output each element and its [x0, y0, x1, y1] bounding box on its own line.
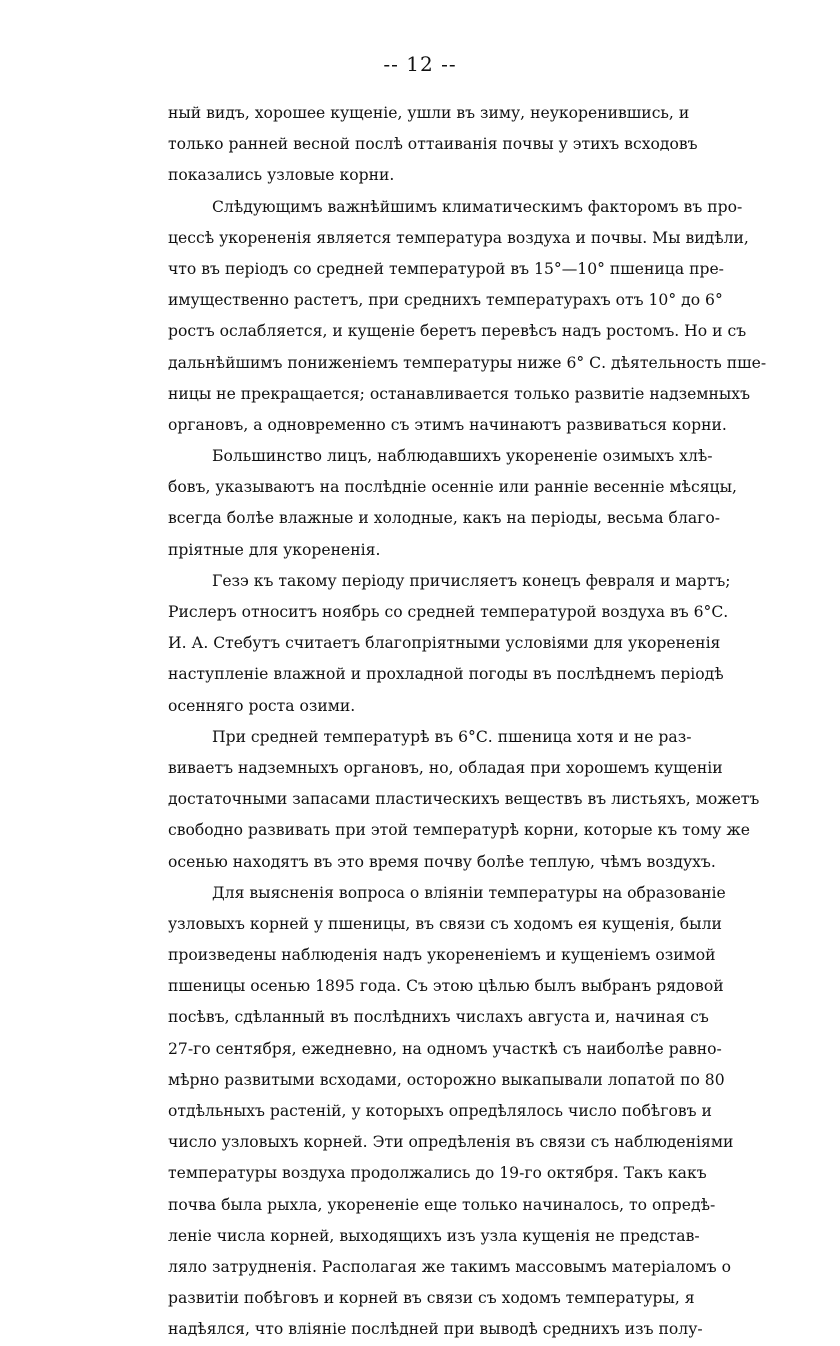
text-line: имущественно растетъ, при среднихъ температурахъ отъ 10° до 6° [168, 291, 723, 310]
text-line: отдѣльныхъ растеній, у которыхъ опредѣлялось число побѣговъ и [168, 1102, 712, 1120]
text-line: Слѣдующимъ важнѣйшимъ климатическимъ факторомъ въ про- [212, 197, 743, 216]
text-line: ляло затрудненія. Располагая же такимъ массовымъ матеріаломъ о [168, 1257, 732, 1276]
text-line: мѣрно развитыми всходами, осторожно выкапывали лопатой по 80 [168, 1070, 725, 1089]
text-line: цессѣ укорененія является температура воздуха и почвы. Мы видѣли, [168, 228, 749, 247]
paragraph [168, 878, 734, 1346]
text-line: пшеницы осенью 1895 года. Съ этою цѣлью былъ выбранъ рядовой [168, 977, 724, 996]
paragraph [168, 192, 767, 442]
text-line: дальнѣйшимъ пониженіемъ температуры ниже 6° С. дѣятельность пше- [168, 353, 767, 372]
text-line: Гезэ къ такому періоду причисляетъ конецъ февраля и мартъ; [212, 571, 731, 590]
text-line: свободно развивать при этой температурѣ корни, которые къ тому же [168, 821, 750, 840]
text-line: температуры воздуха продолжались до 19-го октября. Такъ какъ [168, 1164, 707, 1183]
text-line: ростъ ослабляется, и кущеніе беретъ перевѣсъ надъ ростомъ. Но и съ [168, 322, 747, 341]
text-line: Для выясненія вопроса о вліяніи температуры на образованіе [212, 883, 726, 902]
text-line: произведены наблюденія надъ укорененіемъ и кущеніемъ озимой [168, 946, 716, 965]
text-line: всегда болѣе влажные и холодные, какъ на періоды, весьма благо- [168, 509, 720, 528]
text-line: осенняго роста озими. [168, 696, 356, 715]
text-line: И. А. Стебутъ считаетъ благопріятными условіями для укорененія [168, 634, 721, 653]
text-line: посѣвъ, сдѣланный въ послѣднихъ числахъ августа и, начиная съ [168, 1008, 709, 1027]
text-line: узловыхъ корней у пшеницы, въ связи съ ходомъ ея кущенія, были [168, 914, 722, 933]
text-line: осенью находятъ въ это время почву болѣе теплую, чѣмъ воздухъ. [168, 852, 716, 871]
paragraph [168, 98, 698, 192]
text-line: достаточными запасами пластическихъ веществъ въ листьяхъ, можетъ [168, 790, 760, 809]
page-number: -- 12 -- [383, 52, 457, 76]
text-line: ный видъ, хорошее кущеніе, ушли въ зиму, неукоренившись, и [168, 104, 690, 122]
text-line: При средней температурѣ въ 6°С. пшеница хотя и не раз- [212, 727, 692, 746]
text-line: почва была рыхла, укорененіе еще только начиналось, то опредѣ- [168, 1195, 716, 1214]
text-line: наступленіе влажной и прохладной погоды въ послѣднемъ періодѣ [168, 665, 724, 684]
text-line: Большинство лицъ, наблюдавшихъ укорененіе озимыхъ хлѣ- [212, 447, 713, 466]
text-line: Рислеръ относитъ ноябрь со средней температурой воздуха въ 6°С. [168, 603, 729, 621]
text-line: ницы не прекращается; останавливается только развитіе надземныхъ [168, 384, 751, 403]
paragraph [168, 441, 737, 566]
text-line: только ранней весной послѣ оттаиванія почвы у этихъ всходовъ [168, 135, 698, 154]
text-line: число узловыхъ корней. Эти опредѣленія въ связи съ наблюденіями [168, 1133, 734, 1152]
text-line: развитіи побѣговъ и корней въ связи съ ходомъ температуры, я [168, 1289, 695, 1308]
paragraph [168, 566, 731, 722]
text-line: виваетъ надземныхъ органовъ, но, обладая при хорошемъ кущеніи [168, 758, 723, 777]
text-line: 27-го сентября, ежедневно, на одномъ участкѣ съ наиболѣе равно- [168, 1039, 722, 1058]
text-line: надѣялся, что вліяніе послѣдней при выводѣ среднихъ изъ полу- [168, 1320, 703, 1339]
text-line: что въ періодъ со средней температурой въ 15°—10° пшеница пре- [168, 259, 724, 278]
body-text [168, 98, 767, 1346]
paragraph [168, 722, 760, 878]
text-line: органовъ, а одновременно съ этимъ начинаютъ развиваться корни. [168, 415, 727, 434]
text-line: показались узловые корни. [168, 166, 395, 185]
text-line: пріятные для укорененія. [168, 540, 381, 559]
text-line: леніе числа корней, выходящихъ изъ узла кущенія не представ- [168, 1226, 700, 1245]
text-line: бовъ, указываютъ на послѣдніе осенніе или ранніе весенніе мѣсяцы, [168, 478, 737, 497]
